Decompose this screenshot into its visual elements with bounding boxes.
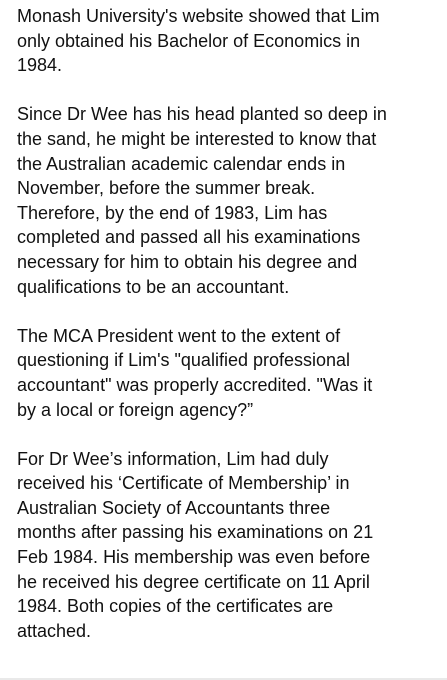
paragraph-academic-calendar: Since Dr Wee has his head planted so deep in the sand, he might be interested to know that the Australian academic calendar ends in November, before the summer break. Therefore, by the end of 1983, Lim has completed and passed all his examinations necessary for him to obtain his degree and qualifications to be an accountant. <box>17 104 387 297</box>
paragraph-mca-president: The MCA President went to the extent of questioning if Lim's "qualified professional accountant" was properly accredited. "Was it by a local or foreign agency?” <box>17 325 373 420</box>
paragraph-monash-degree: Monash University's website showed that Lim only obtained his Bachelor of Economics in 1984. <box>17 6 380 76</box>
paragraph-certificate-membership: For Dr Wee’s information, Lim had duly received his ‘Certificate of Membership’ in Australian Society of Accountants three months after passing his examinations on 21 Feb 1984. His membership was even before he received his degree certificate on 11 April 1984. Both copies of the certificates are attached. <box>17 448 374 641</box>
